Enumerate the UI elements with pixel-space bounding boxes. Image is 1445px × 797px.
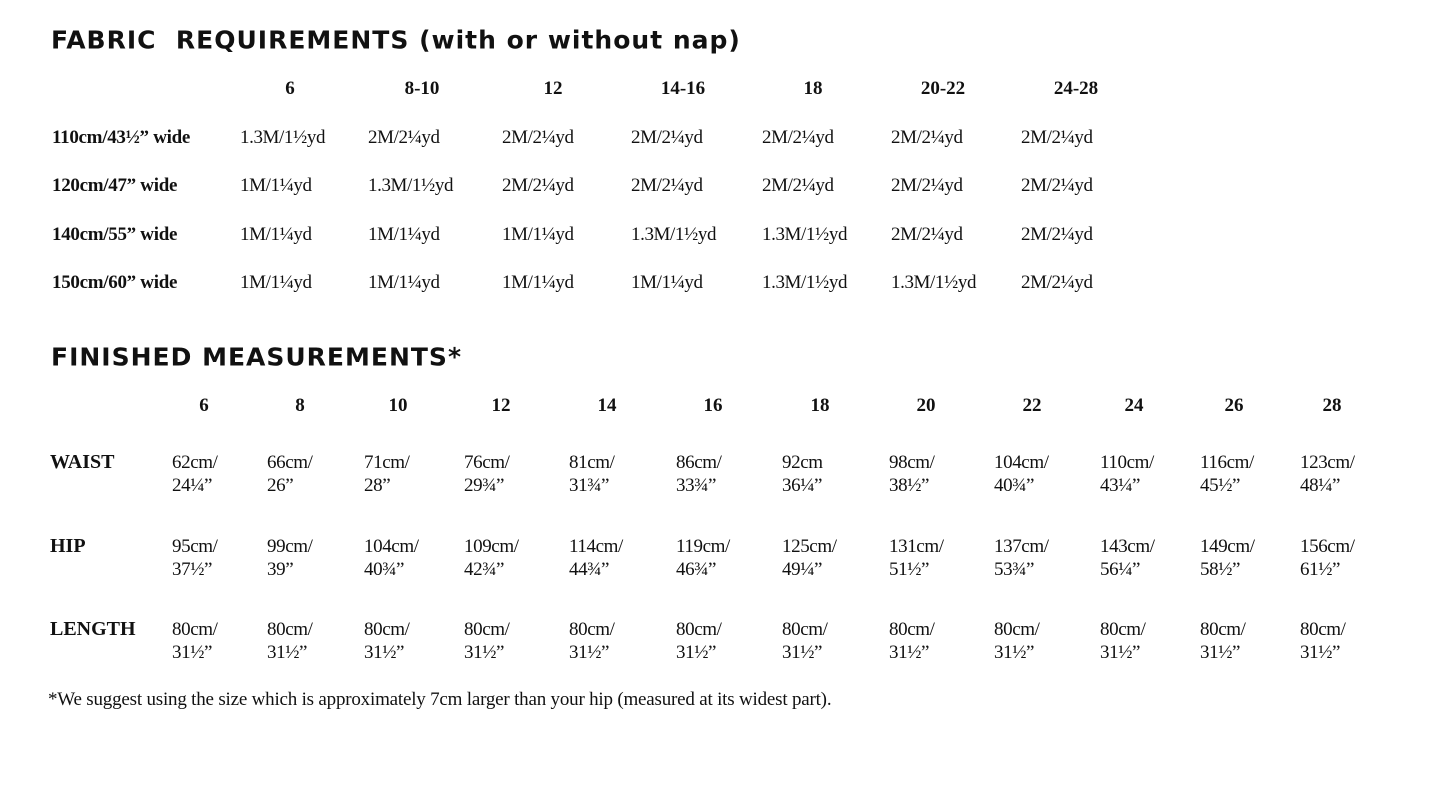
measurement-line: 66cm/: [267, 452, 313, 473]
fabric-amount-cell: 1.3M/1½yd: [368, 175, 454, 196]
measurement-line: 156cm/: [1300, 536, 1355, 557]
fabric-width-label: 110cm/43½” wide: [52, 127, 190, 148]
measurement-line: 149cm/: [1200, 536, 1255, 557]
measurement-line: 123cm/: [1300, 452, 1355, 473]
measurement-cell: [1100, 535, 1155, 581]
measurement-cell: [782, 535, 837, 581]
measurement-line: 29¾”: [464, 475, 505, 496]
fabric-width-label: 150cm/60” wide: [52, 272, 178, 293]
measurement-line: 31¾”: [569, 475, 610, 496]
fabric-amount-cell: 2M/2¼yd: [1021, 272, 1093, 293]
measurement-cell: [1300, 618, 1346, 664]
fabric-amount-cell: 2M/2¼yd: [762, 175, 834, 196]
size-header: 16: [703, 395, 723, 416]
fabric-amount-cell: 1M/1¼yd: [368, 224, 440, 245]
measurement-cell: [676, 451, 722, 497]
measurement-line: 80cm/: [676, 619, 722, 640]
fabric-amount-cell: 2M/2¼yd: [368, 127, 440, 148]
size-header: 24-28: [1053, 78, 1099, 99]
measurement-line: 39”: [267, 559, 294, 580]
measurement-line: 33¾”: [676, 475, 717, 496]
fabric-amount-cell: 2M/2¼yd: [1021, 175, 1093, 196]
size-header: 20-22: [920, 78, 966, 99]
measurement-cell: [1200, 535, 1255, 581]
measurement-cell: [364, 535, 419, 581]
measurement-cell: [267, 535, 313, 581]
finished-measurements-title: FINISHED MEASUREMENTS*: [51, 342, 463, 372]
measurement-cell: [889, 618, 935, 664]
measurement-cell: [464, 451, 510, 497]
measurement-line: 44¾”: [569, 559, 610, 580]
measurement-line: 143cm/: [1100, 536, 1155, 557]
measurement-line: 61½”: [1300, 559, 1341, 580]
fabric-amount-cell: 1M/1¼yd: [631, 272, 703, 293]
measurement-line: 62cm/: [172, 452, 218, 473]
fabric-amount-cell: 1M/1¼yd: [240, 175, 312, 196]
measurement-line: 80cm/: [889, 619, 935, 640]
measurement-cell: [889, 451, 935, 497]
measurement-cell: [172, 618, 218, 664]
fabric-amount-cell: 2M/2¼yd: [631, 127, 703, 148]
fabric-amount-cell: 2M/2¼yd: [762, 127, 834, 148]
fabric-amount-cell: 2M/2¼yd: [631, 175, 703, 196]
size-header: 20: [916, 395, 936, 416]
measurement-cell: [782, 451, 823, 497]
measurement-line: 110cm/: [1100, 452, 1154, 473]
measurement-line: 26”: [267, 475, 294, 496]
measurement-cell: [172, 451, 218, 497]
measurement-line: 36¼”: [782, 475, 823, 496]
measurement-line: 53¾”: [994, 559, 1035, 580]
fabric-amount-cell: 1M/1¼yd: [368, 272, 440, 293]
fabric-amount-cell: 2M/2¼yd: [891, 175, 963, 196]
measurement-cell: [1300, 451, 1355, 497]
measurement-cell: [569, 535, 623, 581]
size-header: 6: [199, 395, 209, 416]
measurement-label: WAIST: [50, 451, 115, 473]
fabric-amount-cell: 2M/2¼yd: [1021, 224, 1093, 245]
fabric-amount-cell: 1M/1¼yd: [502, 224, 574, 245]
measurement-cell: [1300, 535, 1355, 581]
measurement-line: 80cm/: [267, 619, 313, 640]
size-header: 10: [388, 395, 408, 416]
measurement-line: 76cm/: [464, 452, 510, 473]
measurement-line: 114cm/: [569, 536, 623, 557]
size-header: 18: [803, 78, 823, 99]
fabric-amount-cell: 1.3M/1½yd: [762, 272, 848, 293]
measurement-line: 137cm/: [994, 536, 1049, 557]
measurement-cell: [267, 618, 313, 664]
measurement-line: 95cm/: [172, 536, 218, 557]
measurement-line: 81cm/: [569, 452, 615, 473]
measurement-cell: [364, 451, 410, 497]
measurement-line: 80cm/: [782, 619, 828, 640]
fabric-width-label: 120cm/47” wide: [52, 175, 178, 196]
size-header: 8: [295, 395, 305, 416]
measurement-cell: [1100, 451, 1154, 497]
measurement-line: 71cm/: [364, 452, 410, 473]
fabric-amount-cell: 1M/1¼yd: [240, 272, 312, 293]
measurement-line: 40¾”: [994, 475, 1035, 496]
measurement-cell: [782, 618, 828, 664]
size-header: 26: [1224, 395, 1244, 416]
measurement-line: 99cm/: [267, 536, 313, 557]
measurement-cell: [994, 618, 1040, 664]
measurement-line: 31½”: [1100, 642, 1141, 663]
measurement-line: 109cm/: [464, 536, 519, 557]
measurement-line: 43¼”: [1100, 475, 1141, 496]
measurement-line: 31½”: [364, 642, 405, 663]
measurement-cell: [364, 618, 410, 664]
measurement-line: 31½”: [267, 642, 308, 663]
measurement-cell: [1100, 618, 1146, 664]
measurement-line: 80cm/: [1300, 619, 1346, 640]
size-header: 24: [1124, 395, 1144, 416]
measurement-line: 42¾”: [464, 559, 505, 580]
measurement-line: 125cm/: [782, 536, 837, 557]
measurement-line: 104cm/: [364, 536, 419, 557]
measurement-cell: [569, 451, 615, 497]
measurement-line: 31½”: [1200, 642, 1241, 663]
fabric-amount-cell: 1M/1¼yd: [502, 272, 574, 293]
measurement-line: 48¼”: [1300, 475, 1341, 496]
fabric-amount-cell: 1.3M/1½yd: [762, 224, 848, 245]
size-header: 14-16: [660, 78, 706, 99]
fabric-amount-cell: 2M/2¼yd: [891, 127, 963, 148]
measurement-line: 28”: [364, 475, 391, 496]
fabric-amount-cell: 2M/2¼yd: [502, 175, 574, 196]
fabric-amount-cell: 1M/1¼yd: [240, 224, 312, 245]
measurement-cell: [994, 451, 1049, 497]
measurement-cell: [676, 618, 722, 664]
measurement-line: 38½”: [889, 475, 930, 496]
measurement-line: 46¾”: [676, 559, 717, 580]
measurement-line: 31½”: [889, 642, 930, 663]
size-header: 6: [285, 78, 295, 99]
measurement-cell: [569, 618, 615, 664]
measurement-cell: [676, 535, 730, 581]
size-header: 12: [543, 78, 563, 99]
measurement-line: 104cm/: [994, 452, 1049, 473]
measurement-cell: [1200, 451, 1254, 497]
measurement-line: 45½”: [1200, 475, 1241, 496]
measurement-line: 31½”: [569, 642, 610, 663]
fabric-requirements-title: FABRIC REQUIREMENTS (with or without nap): [51, 25, 741, 55]
measurement-line: 80cm/: [1200, 619, 1246, 640]
fabric-width-label: 140cm/55” wide: [52, 224, 178, 245]
measurement-line: 31½”: [782, 642, 823, 663]
measurement-line: 131cm/: [889, 536, 944, 557]
measurement-line: 119cm/: [676, 536, 730, 557]
measurement-cell: [464, 618, 510, 664]
measurement-cell: [889, 535, 944, 581]
measurement-line: 31½”: [676, 642, 717, 663]
measurement-line: 31½”: [1300, 642, 1341, 663]
measurement-line: 51½”: [889, 559, 930, 580]
measurement-line: 80cm/: [364, 619, 410, 640]
measurement-line: 80cm/: [464, 619, 510, 640]
size-header: 12: [491, 395, 511, 416]
measurement-line: 49¼”: [782, 559, 823, 580]
measurement-line: 92cm: [782, 452, 823, 473]
size-header: 22: [1022, 395, 1042, 416]
measurement-line: 31½”: [994, 642, 1035, 663]
measurement-cell: [464, 535, 519, 581]
measurement-line: 116cm/: [1200, 452, 1254, 473]
measurement-line: 31½”: [464, 642, 505, 663]
footnote: *We suggest using the size which is approximately 7cm larger than your hip (measured at its widest part).: [48, 689, 832, 710]
measurement-line: 86cm/: [676, 452, 722, 473]
measurement-line: 24¼”: [172, 475, 213, 496]
fabric-amount-cell: 1.3M/1½yd: [631, 224, 717, 245]
size-header: 8-10: [404, 78, 440, 99]
measurement-line: 37½”: [172, 559, 213, 580]
measurement-label: HIP: [50, 535, 86, 557]
measurement-line: 31½”: [172, 642, 213, 663]
measurement-line: 58½”: [1200, 559, 1241, 580]
size-header: 28: [1322, 395, 1342, 416]
measurement-cell: [994, 535, 1049, 581]
measurement-line: 80cm/: [1100, 619, 1146, 640]
size-header: 14: [597, 395, 617, 416]
measurement-line: 40¾”: [364, 559, 405, 580]
size-header: 18: [810, 395, 830, 416]
measurement-line: 98cm/: [889, 452, 935, 473]
measurement-line: 56¼”: [1100, 559, 1141, 580]
measurement-line: 80cm/: [994, 619, 1040, 640]
measurement-cell: [1200, 618, 1246, 664]
measurement-label: LENGTH: [50, 618, 136, 640]
fabric-amount-cell: 2M/2¼yd: [891, 224, 963, 245]
measurement-line: 80cm/: [569, 619, 615, 640]
measurement-cell: [267, 451, 313, 497]
fabric-amount-cell: 2M/2¼yd: [502, 127, 574, 148]
measurement-line: 80cm/: [172, 619, 218, 640]
fabric-amount-cell: 1.3M/1½yd: [240, 127, 326, 148]
fabric-amount-cell: 2M/2¼yd: [1021, 127, 1093, 148]
fabric-amount-cell: 1.3M/1½yd: [891, 272, 977, 293]
measurement-cell: [172, 535, 218, 581]
